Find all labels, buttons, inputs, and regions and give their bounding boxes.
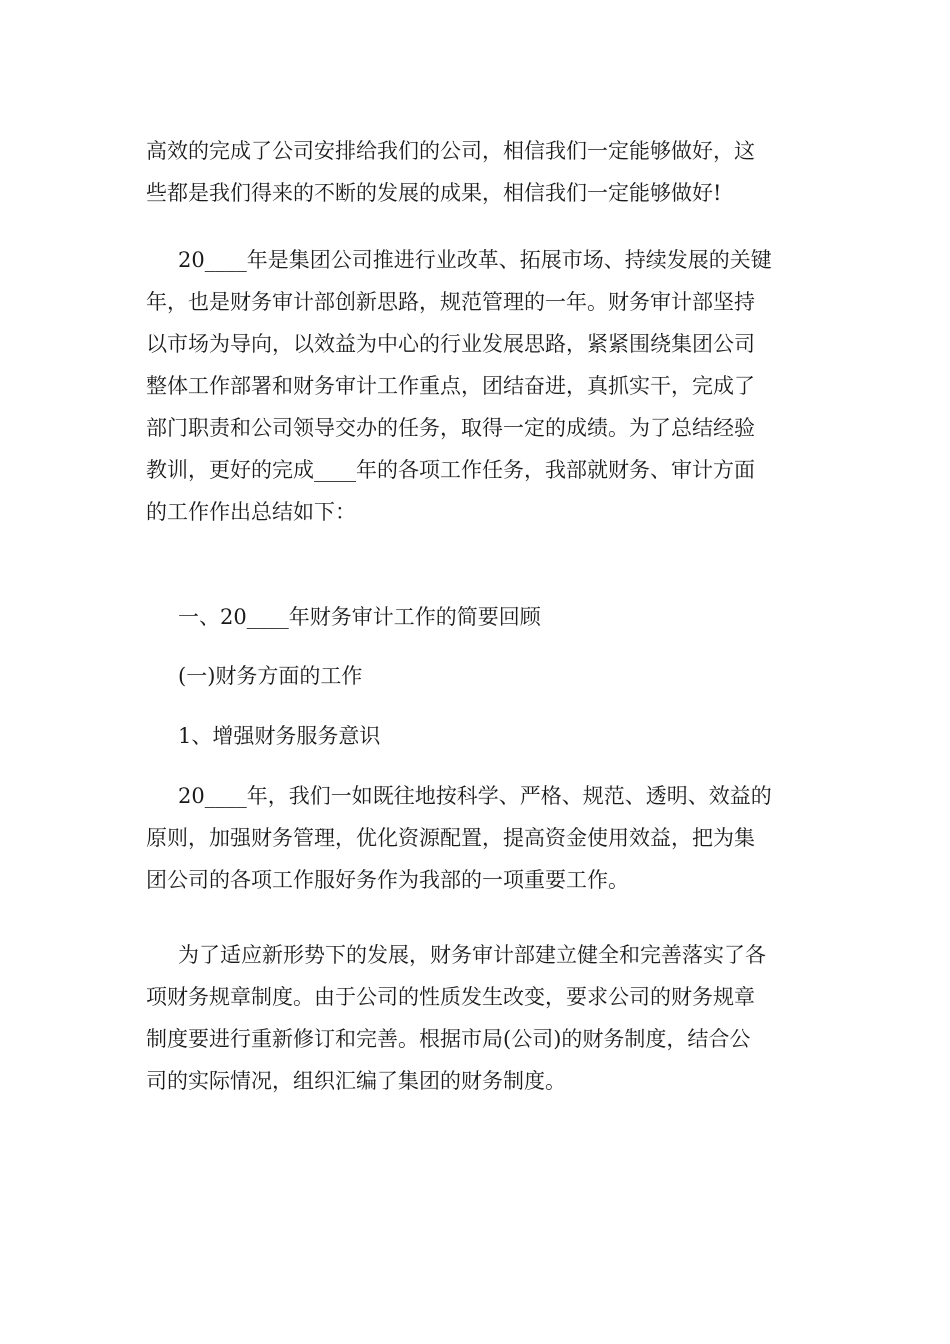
paragraph-3-line: 20____年，我们一如既往地按科学、严格、规范、透明、效益的 [178,784,772,808]
paragraph-1-line: 高效的完成了公司安排给我们的公司，相信我们一定能够做好，这 [146,139,755,163]
subsection-heading: (一)财务方面的工作 [178,664,363,688]
paragraph-1-line: 些都是我们得来的不断的发展的成果，相信我们一定能够做好! [146,181,722,205]
paragraph-2 [146,239,810,533]
item-heading: 1、增强财务服务意识 [178,724,381,748]
paragraph-2-line: 20____年是集团公司推进行业改革、拓展市场、持续发展的关键 [178,248,772,272]
paragraph-4-line: 制度要进行重新修订和完善。根据市局(公司)的财务制度，结合公 [146,1027,751,1051]
paragraph-4-line: 项财务规章制度。由于公司的性质发生改变，要求公司的财务规章 [146,985,755,1009]
paragraph-4-line: 为了适应新形势下的发展，财务审计部建立健全和完善落实了各 [178,943,766,967]
paragraph-3-line: 原则，加强财务管理，优化资源配置，提高资金使用效益，把为集 [146,826,755,850]
paragraph-4 [146,934,810,1102]
paragraph-2-line: 年，也是财务审计部创新思路，规范管理的一年。财务审计部坚持 [146,290,755,314]
paragraph-3 [146,775,810,901]
paragraph-2-line: 部门职责和公司领导交办的任务，取得一定的成绩。为了总结经验 [146,416,755,440]
paragraph-2-line: 整体工作部署和财务审计工作重点，团结奋进，真抓实干，完成了 [146,374,755,398]
paragraph-2-line: 的工作作出总结如下： [146,500,356,524]
paragraph-1 [146,130,810,214]
section-heading: 一、20____年财务审计工作的简要回顾 [178,605,541,629]
paragraph-3-line: 团公司的各项工作服好务作为我部的一项重要工作。 [146,868,629,892]
paragraph-2-line: 以市场为导向，以效益为中心的行业发展思路，紧紧围绕集团公司 [146,332,755,356]
paragraph-4-line: 司的实际情况，组织汇编了集团的财务制度。 [146,1069,566,1093]
paragraph-2-line: 教训，更好的完成____年的各项工作任务，我部就财务、审计方面 [146,458,755,482]
